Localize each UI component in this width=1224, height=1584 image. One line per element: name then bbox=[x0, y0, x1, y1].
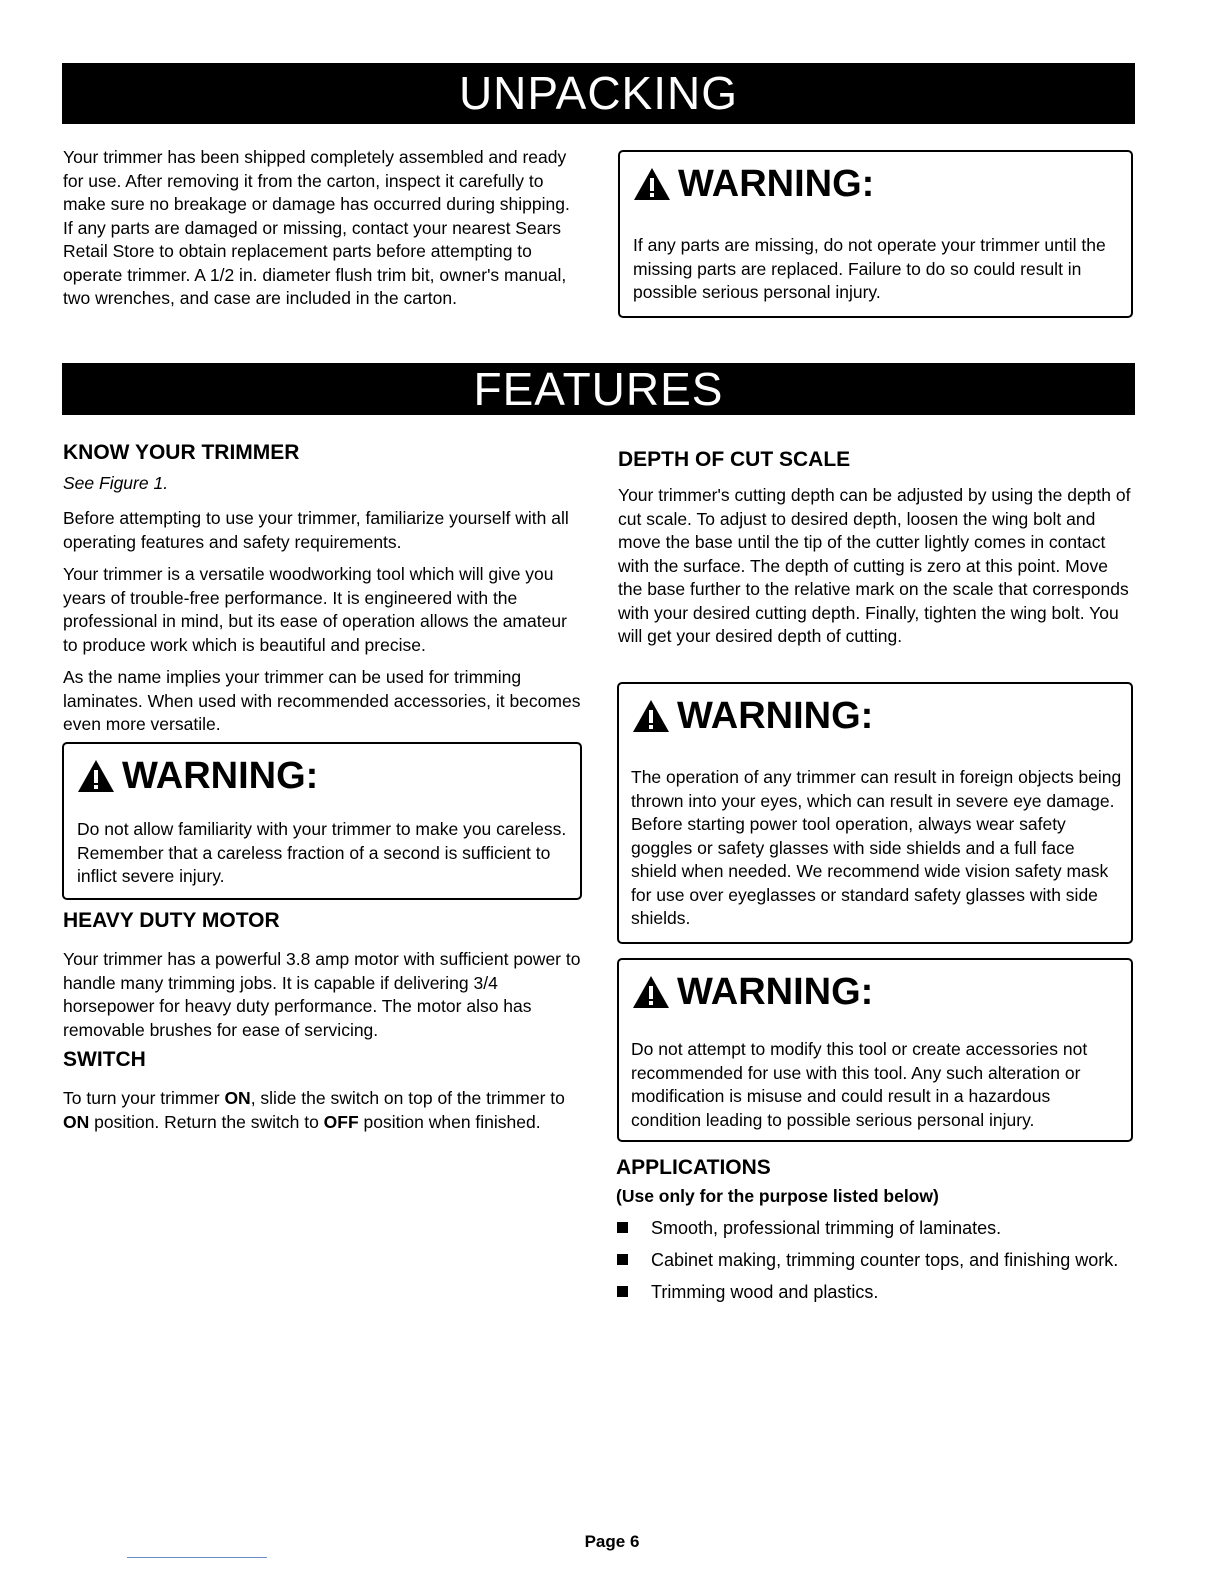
list-item: Smooth, professional trimming of laminates. bbox=[615, 1216, 1133, 1240]
list-item: Cabinet making, trimming counter tops, and finishing work. bbox=[615, 1248, 1133, 1272]
warning-title bbox=[632, 162, 874, 206]
see-figure-note: See Figure 1. bbox=[63, 473, 169, 493]
warning-label: WARNING: bbox=[677, 971, 874, 1013]
depth-of-cut-heading: DEPTH OF CUT SCALE bbox=[618, 448, 851, 471]
applications-list bbox=[615, 1216, 1133, 1312]
list-item: Trimming wood and plastics. bbox=[615, 1280, 1133, 1304]
know-your-trimmer-heading: KNOW YOUR TRIMMER bbox=[63, 441, 300, 464]
warning-label: WARNING: bbox=[122, 755, 319, 797]
bullet-square-icon bbox=[617, 1286, 628, 1297]
applications-heading: APPLICATIONS bbox=[616, 1156, 771, 1179]
bullet-square-icon bbox=[617, 1222, 628, 1233]
bullet-square-icon bbox=[617, 1254, 628, 1265]
know-trimmer-paragraph-3: As the name implies your trimmer can be used for trimming laminates. When used with recommended accessories, it becomes even more versatile. bbox=[63, 667, 581, 734]
warning-text: Do not attempt to modify this tool or create accessories not recommended for use with this tool. Any such alteration or modification is misuse and could result in a hazardous condition leading to possible serious personal injury. bbox=[631, 1039, 1088, 1130]
features-banner: FEATURES bbox=[62, 363, 1135, 415]
heavy-duty-motor-heading: HEAVY DUTY MOTOR bbox=[63, 909, 280, 932]
unpacking-warning-box bbox=[618, 150, 1133, 318]
applications-subheading: (Use only for the purpose listed below) bbox=[616, 1186, 939, 1206]
warning-title bbox=[631, 970, 873, 1014]
switch-paragraph: To turn your trimmer ON, slide the switch on top of the trimmer to ON position. Return the switch to OFF position when finished. bbox=[63, 1088, 565, 1132]
heavy-duty-motor-paragraph: Your trimmer has a powerful 3.8 amp motor with sufficient power to handle many trimming jobs. It is capable if delivering 3/4 horsepower for heavy duty performance. The motor also has removable brushes for ease of servicing. bbox=[63, 949, 581, 1040]
warning-triangle-icon bbox=[632, 166, 672, 202]
warning-triangle-icon bbox=[631, 974, 671, 1010]
warning-title bbox=[76, 754, 318, 798]
warning-title bbox=[631, 694, 873, 738]
switch-heading: SWITCH bbox=[63, 1048, 146, 1071]
eye-protection-warning-box bbox=[617, 682, 1133, 944]
warning-text: Do not allow familiarity with your trimmer to make you careless. Remember that a careless fraction of a second is sufficient to inflict severe injury. bbox=[77, 819, 567, 886]
familiarity-warning-box bbox=[62, 742, 582, 900]
warning-text: The operation of any trimmer can result in foreign objects being thrown into your eyes, which can result in severe eye damage. Before starting power tool operation, always wear safety goggles or safety glasses with side shields and a full face shield when needed. We recommend wide vision safety mask for use over eyeglasses or standard safety glasses with side shields. bbox=[631, 767, 1122, 928]
depth-of-cut-paragraph: Your trimmer's cutting depth can be adjusted by using the depth of cut scale. To adjust to desired depth, loosen the wing bolt and move the base until the tip of the cutter lightly comes in contact with the surface. The depth of cutting is zero at this point. Move the base further to the relative mark on the scale that corresponds with your desired cutting depth. Finally, tighten the wing bolt. You will get your desired depth of cutting. bbox=[618, 485, 1131, 646]
unpacking-paragraph: Your trimmer has been shipped completely assembled and ready for use. After removing it from the carton, inspect it carefully to make sure no breakage or damage has occurred during shipping. If any parts are damaged or missing, contact your nearest Sears Retail Store to obtain replacement parts before attempting to operate trimmer. A 1/2 in. diameter flush trim bit, owner's manual, two wrenches, and case are included in the carton. bbox=[63, 147, 570, 308]
footer-divider bbox=[127, 1557, 267, 1558]
warning-text: If any parts are missing, do not operate your trimmer until the missing parts are replaced. Failure to do so could result in possible serious personal injury. bbox=[633, 235, 1106, 302]
warning-label: WARNING: bbox=[678, 163, 875, 205]
know-trimmer-paragraph-2: Your trimmer is a versatile woodworking tool which will give you years of trouble-free performance. It is engineered with the professional in mind, but its ease of operation allows the amateur to produce work which is beautiful and precise. bbox=[63, 564, 567, 655]
page-number: Page 6 bbox=[584, 1532, 640, 1551]
unpacking-banner: UNPACKING bbox=[62, 63, 1135, 124]
warning-triangle-icon bbox=[631, 698, 671, 734]
warning-label: WARNING: bbox=[677, 695, 874, 737]
know-trimmer-paragraph-1: Before attempting to use your trimmer, familiarize yourself with all operating features and safety requirements. bbox=[63, 508, 569, 552]
modification-warning-box bbox=[617, 958, 1133, 1142]
warning-triangle-icon bbox=[76, 758, 116, 794]
